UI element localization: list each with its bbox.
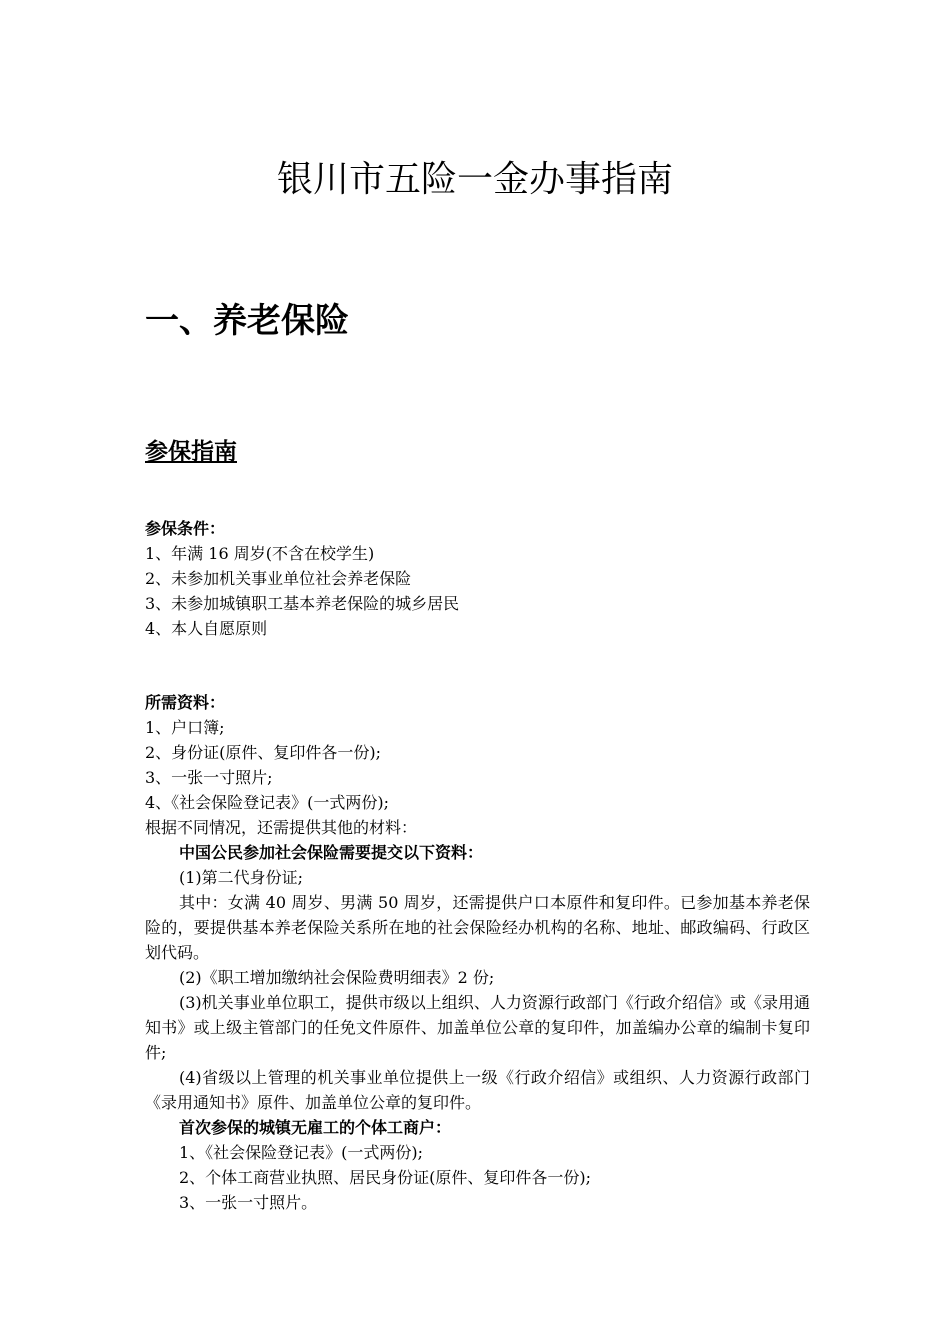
conditions-block [145,516,810,641]
document-title: 银川市五险一金办事指南 [276,159,673,200]
material-item: 1、户口簿; [145,718,225,737]
self-employed-item: 1、《社会保险登记表》(一式两份); [179,1143,424,1162]
sub-heading-enrollment-guide: 参保指南 [145,438,237,465]
materials-block [145,690,810,1215]
conditions-label: 参保条件： [145,519,226,538]
section-heading-pension: 一、养老保险 [145,301,349,341]
self-employed-item: 3、一张一寸照片。 [179,1193,318,1212]
materials-label: 所需资料： [145,693,226,712]
citizen-item: 其中：女满 40 周岁、男满 50 周岁，还需提供户口本原件和复印件。已参加基本养老保险的，要提供基本养老保险关系所在地的社会保险经办机构的名称、地址、邮政编码、行政区划代码。 [145,893,810,962]
condition-item: 2、未参加机关事业单位社会养老保险 [145,569,412,588]
citizen-item: (1)第二代身份证; [179,868,304,887]
condition-item: 4、本人自愿原则 [145,619,268,638]
material-item: 2、身份证(原件、复印件各一份); [145,743,382,762]
condition-item: 1、年满 16 周岁(不含在校学生) [145,544,375,563]
citizen-item: (3)机关事业单位职工，提供市级以上组织、人力资源行政部门《行政介绍信》或《录用通知书》或上级主管部门的任免文件原件、加盖单位公章的复印件，加盖编办公章的编制卡复印件; [145,993,810,1062]
material-item: 4、《社会保险登记表》(一式两份); [145,793,390,812]
material-item: 3、一张一寸照片; [145,768,273,787]
citizen-item: (2)《职工增加缴纳社会保险费明细表》2 份; [179,968,495,987]
self-employed-heading: 首次参保的城镇无雇工的个体工商户： [179,1118,452,1137]
citizen-item: (4)省级以上管理的机关事业单位提供上一级《行政介绍信》或组织、人力资源行政部门《录用通知书》原件、加盖单位公章的复印件。 [145,1068,810,1112]
condition-item: 3、未参加城镇职工基本养老保险的城乡居民 [145,594,460,613]
citizen-heading: 中国公民参加社会保险需要提交以下资料： [179,843,484,862]
materials-note: 根据不同情况，还需提供其他的材料： [145,818,418,837]
self-employed-item: 2、个体工商营业执照、居民身份证(原件、复印件各一份); [179,1168,592,1187]
